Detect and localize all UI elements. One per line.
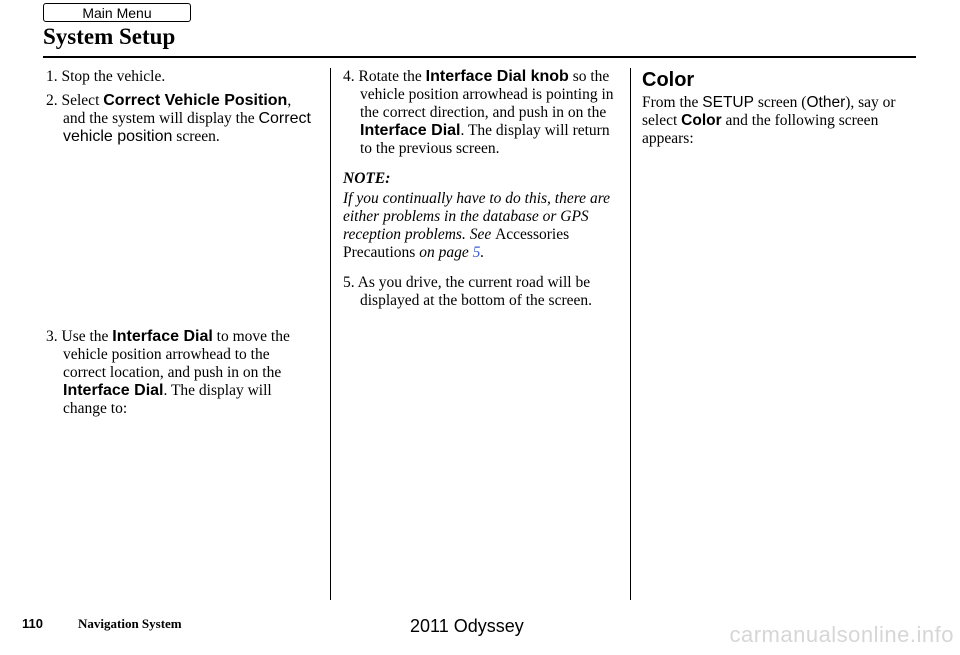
color-text: and the following screen appears: <box>642 112 879 147</box>
main-menu-button[interactable]: Main Menu <box>43 3 191 22</box>
step-3 <box>46 328 316 418</box>
color-text: ), say or select <box>642 94 896 129</box>
step-2-text: 2. Select <box>46 92 104 109</box>
step-4-text: so the vehicle position arrowhead is pointing in the correct direction, and push in on the <box>360 68 614 121</box>
step-3-text: to move the vehicle position arrowhead to the correct location, and push in on the <box>63 328 290 381</box>
note-text: on page <box>415 244 473 261</box>
column-divider <box>630 68 631 600</box>
step-4-text: 4. Rotate the <box>343 68 426 85</box>
note-heading: NOTE: <box>343 170 391 187</box>
color-text: screen ( <box>753 94 807 111</box>
footer-model-name: 2011 Odyssey <box>410 616 524 636</box>
note-body <box>343 190 615 262</box>
title-rule <box>43 56 916 58</box>
step-1: 1. Stop the vehicle. <box>46 68 166 85</box>
screen-name: Correct vehicle position <box>63 110 311 145</box>
step-3-text: 3. Use the <box>46 328 113 345</box>
interface-dial-term: Interface Dial <box>112 328 213 345</box>
page-number: 110 <box>22 616 43 631</box>
color-text: From the <box>642 94 703 111</box>
setup-screen-term: SETUP <box>702 94 754 111</box>
interface-dial-knob-term: Interface Dial knob <box>425 68 569 85</box>
column-left <box>46 68 316 424</box>
other-term: Other <box>806 94 846 111</box>
correct-vehicle-position-option: Correct Vehicle Position <box>103 92 288 109</box>
step-4-text: . The display will return to the previous screen. <box>360 122 610 157</box>
interface-dial-term: Interface Dial <box>360 122 461 139</box>
footer-section-name: Navigation System <box>78 616 182 631</box>
step-4 <box>343 68 615 158</box>
color-term: Color <box>681 112 722 129</box>
note-text: . <box>480 244 485 261</box>
column-right <box>642 68 912 148</box>
note-text: If you continually have to do this, there are either problems in the database or GPS reception problems. See <box>343 190 611 243</box>
accessories-precautions-ref: Accessories Precautions <box>343 226 570 261</box>
column-divider <box>330 68 331 600</box>
color-body <box>642 94 912 148</box>
color-heading: Color <box>642 69 695 91</box>
step-2-text: screen. <box>172 128 220 145</box>
step-3-text: . The display will change to: <box>63 382 272 417</box>
step-2 <box>46 92 316 146</box>
column-middle <box>343 68 615 316</box>
step-2-text: , and the system will display the <box>63 92 292 127</box>
page-5-link[interactable]: 5 <box>472 244 481 261</box>
watermark: carmanualsonline.info <box>729 622 954 647</box>
page-title: System Setup <box>43 24 176 49</box>
interface-dial-term: Interface Dial <box>63 382 164 399</box>
step-5: 5. As you drive, the current road will be displayed at the bottom of the screen. <box>343 274 593 309</box>
